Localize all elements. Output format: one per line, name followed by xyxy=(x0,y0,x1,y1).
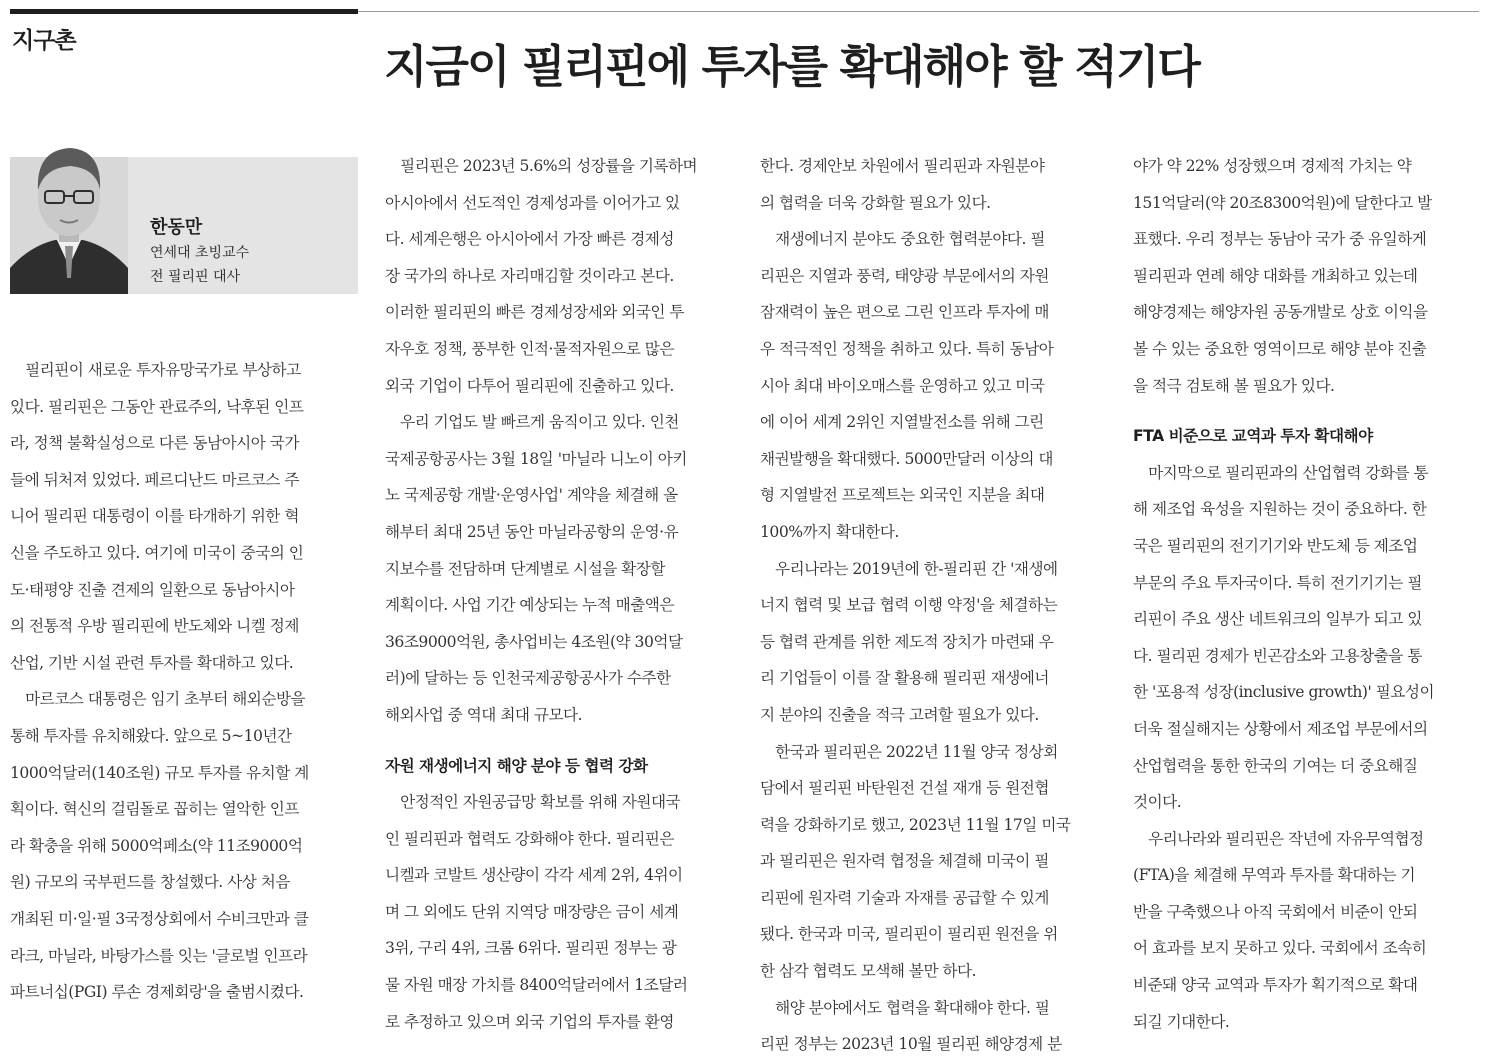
article-line: 한 '포용적 성장(inclusive growth)' 필요성이 xyxy=(1133,683,1435,702)
article-line: 외국 기업이 다투어 필리핀에 진출하고 있다. xyxy=(385,376,674,395)
article-line: 산업협력을 통한 한국의 기여는 더 중요해질 xyxy=(1133,756,1418,775)
article-line: 산업, 기반 시설 관련 투자를 확대하고 있다. xyxy=(10,653,294,672)
article-line: 러)에 달하는 등 인천국제공항공사가 수주한 xyxy=(385,669,671,688)
article-line: 더욱 절실해지는 상황에서 제조업 부문에서의 xyxy=(1133,719,1428,738)
author-name: 한동만 xyxy=(150,217,203,238)
article-line: 국제공항공사는 3월 18일 '마닐라 니노이 아키 xyxy=(385,449,687,468)
article-line: 있다. 필리핀은 그동안 관료주의, 낙후된 인프 xyxy=(10,397,304,416)
author-photo xyxy=(10,128,128,294)
article-line: 니켈과 코발트 생산량이 각각 세계 2위, 4위이 xyxy=(385,866,683,885)
article-line: 신을 주도하고 있다. 여기에 미국이 중국의 인 xyxy=(10,543,304,562)
subheading: FTA 비준으로 교역과 투자 확대해야 xyxy=(1133,427,1373,446)
article-line: 해양경제는 해양자원 공동개발로 상호 이익을 xyxy=(1133,303,1428,322)
article-line: 계획이다. 사업 기간 예상되는 누적 매출액은 xyxy=(385,596,674,615)
article-line: 다. 필리핀 경제가 빈곤감소와 고용창출을 통 xyxy=(1133,646,1422,665)
article-line: 한 삼각 협력도 모색해 볼만 하다. xyxy=(760,962,977,981)
article-line: 필리핀은 2023년 5.6%의 성장률을 기록하며 xyxy=(385,157,698,175)
article-line: 채권발행을 확대했다. 5000만달러 이상의 대 xyxy=(760,449,1053,468)
article-line: 야가 약 22% 성장했으며 경제적 가치는 약 xyxy=(1133,157,1412,175)
article-line: 우 적극적인 정책을 취하고 있다. 특히 동남아 xyxy=(760,339,1054,358)
article-line: 개최된 미·일·필 3국정상회에서 수비크만과 클 xyxy=(10,909,309,928)
article-line: 해 제조업 육성을 지원하는 것이 중요하다. 한 xyxy=(1133,500,1427,519)
article-line: 자우호 정책, 풍부한 인적·물적자원으로 많은 xyxy=(385,339,674,358)
article-line: 국은 필리핀의 전기기기와 반도체 등 제조업 xyxy=(1133,536,1418,555)
article-line: 파트너십(PGI) 루손 경제회랑'을 출범시켰다. xyxy=(10,983,304,1002)
article-line: 원) 규모의 국부펀드를 창설했다. 사상 처음 xyxy=(10,873,290,892)
article-line: 노 국제공항 개발·운영사업' 계약을 체결해 올 xyxy=(385,486,678,505)
article-line: 지보수를 전담하며 단계별로 시설을 확장할 xyxy=(385,559,665,578)
article-line: 재생에너지 분야도 중요한 협력분야다. 필 xyxy=(760,230,1045,249)
article-line: 에 이어 세계 2위인 지열발전소를 위해 그린 xyxy=(760,413,1044,432)
article-line: 리핀은 지열과 풍력, 태양광 부문에서의 자원 xyxy=(760,266,1049,285)
article-line: 을 적극 검토해 볼 필요가 있다. xyxy=(1133,376,1335,395)
article-column-1 xyxy=(10,352,309,1011)
headline: 지금이 필리핀에 투자를 확대해야 할 적기다 xyxy=(384,40,1199,93)
article-line: 이러한 필리핀의 빠른 경제성장세와 외국인 투 xyxy=(385,303,684,322)
paragraph-gap xyxy=(385,734,697,748)
article-line: 마르코스 대통령은 임기 초부터 해외순방을 xyxy=(10,690,306,709)
article-line: 해부터 최대 25년 동안 마닐라공항의 운영·유 xyxy=(385,522,679,541)
article-line: 안정적인 자원공급망 확보를 위해 자원대국 xyxy=(385,793,681,812)
article-line: 됐다. 한국과 미국, 필리핀이 필리핀 원전을 위 xyxy=(760,925,1058,944)
article-line: 비준돼 양국 교역과 투자가 획기적으로 확대 xyxy=(1133,976,1418,995)
article-line: (FTA)을 체결해 무역과 투자를 확대하는 기 xyxy=(1133,866,1416,885)
article-line: 물 자원 매장 가치를 8400억달러에서 1조달러 xyxy=(385,976,688,995)
article-line: 시아 최대 바이오매스를 운영하고 있고 미국 xyxy=(760,376,1045,395)
article-line: 리핀이 주요 생산 네트워크의 일부가 되고 있 xyxy=(1133,610,1422,629)
header-rule xyxy=(358,11,1479,12)
article-line: 며 그 외에도 단위 지역당 매장량은 금이 세계 xyxy=(385,902,679,921)
section-label: 지구촌 xyxy=(12,28,76,54)
article-line: 볼 수 있는 중요한 영역이므로 해양 분야 진출 xyxy=(1133,339,1427,358)
article-line: 들에 뒤처져 있었다. 페르디난드 마르코스 주 xyxy=(10,470,299,489)
article-line: 과 필리핀은 원자력 협정을 체결해 미국이 필 xyxy=(760,852,1049,871)
article-line: 한다. 경제안보 차원에서 필리핀과 자원분야 xyxy=(760,157,1045,175)
article-line: 100%까지 확대한다. xyxy=(760,522,899,541)
article-line: 어 효과를 보지 못하고 있다. 국회에서 조속히 xyxy=(1133,939,1427,958)
article-line: 151억달러(약 20조8300억원)에 달한다고 발 xyxy=(1133,193,1432,212)
article-line: 로 추정하고 있으며 외국 기업의 투자를 환영 xyxy=(385,1012,674,1031)
article-line: 반을 구축했으나 아직 국회에서 비준이 안되 xyxy=(1133,902,1418,921)
article-line: 우리나라와 필리핀은 작년에 자유무역협정 xyxy=(1133,829,1424,848)
article-line: 부문의 주요 투자국이다. 특히 전기기기는 필 xyxy=(1133,573,1422,592)
article-line: 장 국가의 하나로 자리매김할 것이라고 본다. xyxy=(385,266,674,285)
article-column-3 xyxy=(760,148,1070,1063)
article-line: 리핀에 원자력 기술과 자재를 공급할 수 있게 xyxy=(760,888,1049,907)
article-line: 우리 기업도 발 빠르게 움직이고 있다. 인천 xyxy=(385,413,679,432)
article-line: 도·태평양 진출 견제의 일환으로 동남아시아 xyxy=(10,580,295,599)
article-line: 통해 투자를 유치해왔다. 앞으로 5~10년간 xyxy=(10,726,292,745)
article-line: 력을 강화하기로 했고, 2023년 11월 17일 미국 xyxy=(760,815,1071,834)
article-line: 리 기업들이 이를 잘 활용해 필리핀 재생에너 xyxy=(760,669,1049,688)
article-line: 필리핀이 새로운 투자유망국가로 부상하고 xyxy=(10,361,301,379)
article-line: 담에서 필리핀 바탄원전 건설 재개 등 원전협 xyxy=(760,779,1049,798)
article-line: 되길 기대한다. xyxy=(1133,1012,1230,1031)
article-line: 등 협력 관계를 위한 제도적 장치가 마련돼 우 xyxy=(760,632,1054,651)
author-former-title: 전 필리핀 대사 xyxy=(150,269,241,285)
article-line: 라크, 마닐라, 바탕가스를 잇는 '글로벌 인프라 xyxy=(10,946,308,965)
article-line: 해양 분야에서도 협력을 확대해야 한다. 필 xyxy=(760,998,1050,1017)
article-line: 마지막으로 필리핀과의 산업협력 강화를 통 xyxy=(1133,463,1429,482)
article-line: 다. 세계은행은 아시아에서 가장 빠른 경제성 xyxy=(385,230,674,249)
article-line: 3위, 구리 4위, 크롬 6위다. 필리핀 정부는 광 xyxy=(385,939,677,958)
article-line: 형 지열발전 프로젝트는 외국인 지분을 최대 xyxy=(760,486,1045,505)
author-title: 연세대 초빙교수 xyxy=(150,245,250,261)
article-line: 아시아에서 선도적인 경제성과를 이어가고 있 xyxy=(385,193,680,212)
article-line: 잠재력이 높은 편으로 그린 인프라 투자에 매 xyxy=(760,303,1049,322)
paragraph-gap xyxy=(1133,404,1434,418)
subheading: 자원 재생에너지 해양 분야 등 협력 강화 xyxy=(385,756,648,775)
article-line: 한국과 필리핀은 2022년 11월 양국 정상회 xyxy=(760,742,1058,761)
article-line: 라, 정책 불확실성으로 다른 동남아시아 국가 xyxy=(10,434,299,453)
article-line: 해외사업 중 역대 최대 규모다. xyxy=(385,705,583,724)
article-line: 니어 필리핀 대통령이 이를 타개하기 위한 혁 xyxy=(10,507,299,526)
article-line: 너지 협력 및 보급 협력 이행 약정'을 체결하는 xyxy=(760,596,1058,615)
article-column-4 xyxy=(1133,148,1434,1040)
article-line: 표했다. 우리 정부는 동남아 국가 중 유일하게 xyxy=(1133,230,1427,249)
article-line: 우리나라는 2019년에 한-필리핀 간 '재생에 xyxy=(760,559,1058,578)
section-rule xyxy=(10,9,358,14)
article-line: 라 확충을 위해 5000억페소(약 11조9000억 xyxy=(10,836,303,855)
article-line: 필리핀과 연례 해양 대화를 개최하고 있는데 xyxy=(1133,266,1418,285)
article-line: 36조9000억원, 총사업비는 4조원(약 30억달 xyxy=(385,632,683,651)
article-line: 의 협력을 더욱 강화할 필요가 있다. xyxy=(760,193,991,212)
article-line: 인 필리핀과 협력도 강화해야 한다. 필리핀은 xyxy=(385,829,674,848)
article-line: 지 분야의 진출을 적극 고려할 필요가 있다. xyxy=(760,705,1039,724)
article-line: 획이다. 혁신의 걸림돌로 꼽히는 열악한 인프 xyxy=(10,800,299,819)
article-column-2 xyxy=(385,148,697,1040)
article-line: 것이다. xyxy=(1133,793,1182,812)
article-line: 1000억달러(140조원) 규모 투자를 유치할 계 xyxy=(10,763,309,782)
article-line: 의 전통적 우방 필리핀에 반도체와 니켈 정제 xyxy=(10,617,299,636)
article-line: 리핀 정부는 2023년 10월 필리핀 해양경제 분 xyxy=(760,1035,1062,1054)
